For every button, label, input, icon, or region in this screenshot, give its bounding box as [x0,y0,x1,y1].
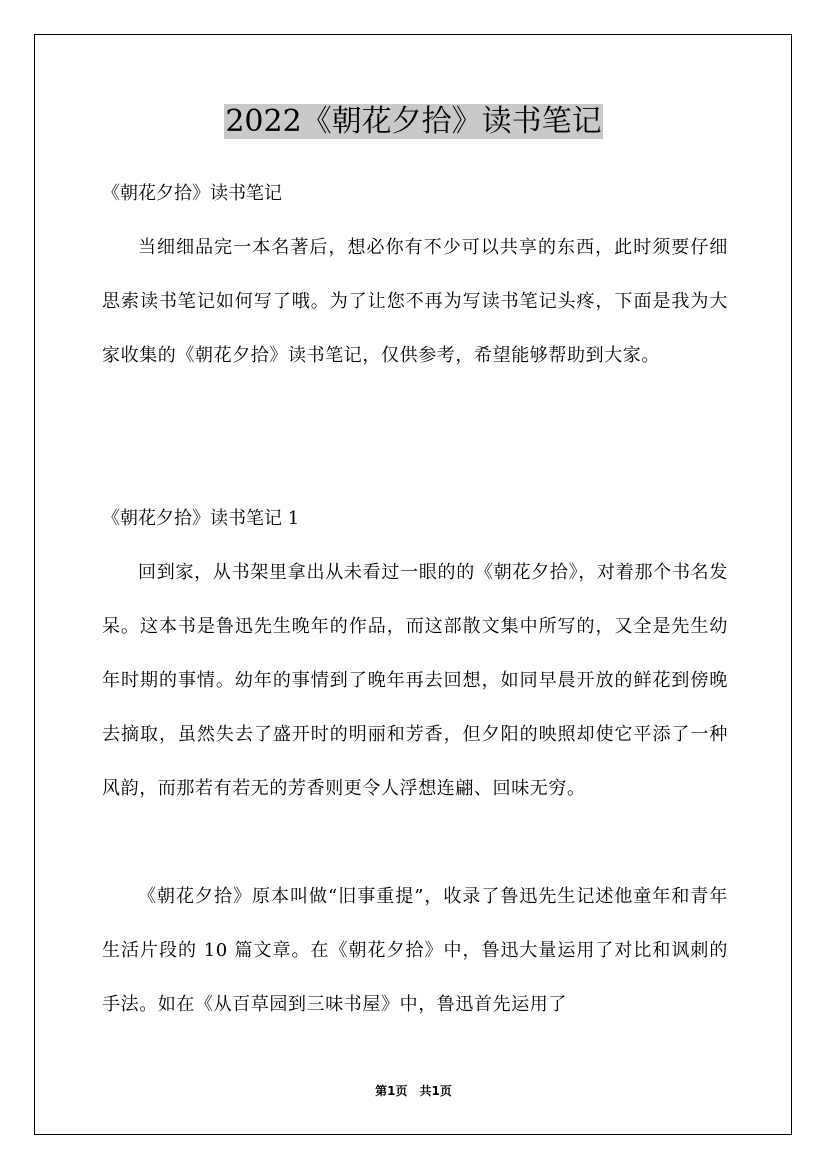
intro-paragraph [102,221,728,383]
section1-heading: 《朝花夕拾》读书笔记 1 [102,508,300,529]
section1-paragraph-1 [102,546,728,816]
document-title [0,100,827,144]
intro-heading: 《朝花夕拾》读书笔记 [102,183,282,204]
section1-paragraph-1-text: 回到家，从书架里拿出从未看过一眼的的《朝花夕拾》，对着那个书名发呆。这本书是鲁迅先生晚年的作品，而这部散文集中所写的，又全是先生幼年时期的事情。幼年的事情到了晚年再去回想，如同早晨开放的鲜花到傍晚去摘取，虽然失去了盛开时的明丽和芳香，但夕阳的映照却使它平添了一种风韵，而那若有若无的芳香则更令人浮想连翩、回味无穷。 [102,562,728,799]
section1-paragraph-2 [102,870,728,1032]
page-footer [0,1082,827,1099]
intro-paragraph-text: 当细细品完一本名著后，想必你有不少可以共享的东西，此时须要仔细思索读书笔记如何写了哦。为了让您不再为写读书笔记头疼，下面是我为大家收集的《朝花夕拾》读书笔记，仅供参考，希望能够帮助到大家。 [102,237,728,366]
document-title-text: 2022《朝花夕拾》读书笔记 [225,104,602,139]
page-number: 第1页 共1页 [375,1084,452,1098]
section1-paragraph-2-text: 《朝花夕拾》原本叫做“旧事重提”，收录了鲁迅先生记述他童年和青年生活片段的 10 篇文章。在《朝花夕拾》中，鲁迅大量运用了对比和讽刺的手法。如在《从百草园到三味书屋》中，鲁迅首先运用了 [102,886,728,1015]
